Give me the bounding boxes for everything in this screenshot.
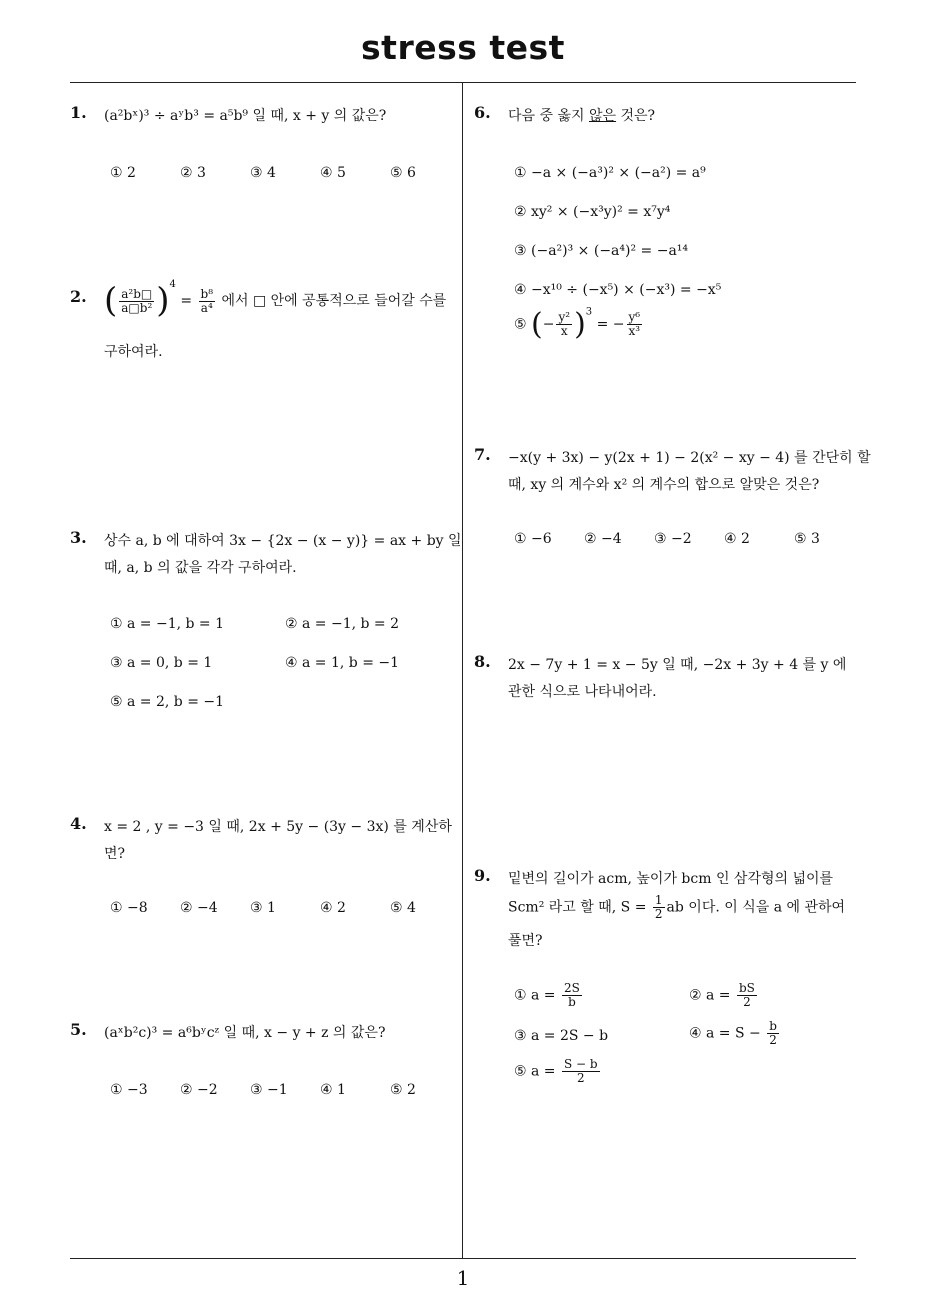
question-number: 4. — [70, 814, 87, 833]
question-2: 2. ( $\frac{\text{a²b□}}{\text{a□b²}}$ )$^4$ = $\frac{\text{b⁸}}{\text{a⁴}}$ 에서 □ 안에 공통적으로 들어갈 수를 구하여라. — [70, 287, 460, 367]
option-1[interactable]: ① −3 — [110, 1082, 148, 1098]
option-5[interactable]: ⑤ 2 — [390, 1082, 416, 1098]
option-label: ⑤ a = — [514, 1063, 556, 1080]
question-text: ab 이다. 이 식을 a 에 관하여 — [666, 899, 846, 916]
exponent: 4 — [169, 279, 176, 290]
question-text: 밑변의 길이가 acm, 높이가 bcm 인 삼각형의 넓이를 — [508, 871, 834, 887]
option-5[interactable]: ⑤ (− $\frac{\text{y²}}{x}$ )$^3$ = − $\frac{\text{y⁶}}{\text{x³}}$ — [514, 306, 641, 342]
option-2[interactable]: ② −4 — [180, 900, 218, 916]
question-text: Scm² 라고 할 때, S = — [508, 899, 647, 916]
question-text: 관한 식으로 나타내어라. — [508, 684, 657, 700]
question-number: 8. — [474, 652, 491, 671]
question-text: 다음 중 옳지 — [508, 108, 589, 124]
equals-sign: = — [180, 293, 193, 309]
question-text: 2x − 7y + 1 = x − 5y 일 때, −2x + 3y + 4 를 y 에 — [508, 657, 847, 673]
column-divider — [462, 83, 463, 1259]
option-3[interactable]: ③ a = 2S − b — [514, 1028, 609, 1044]
question-number: 5. — [70, 1020, 87, 1039]
option-5[interactable]: ⑤ 3 — [794, 531, 820, 547]
question-text: 면? — [104, 846, 126, 862]
option-3[interactable]: ③ a = 0, b = 1 — [110, 655, 213, 671]
option-5[interactable] — [514, 1058, 602, 1085]
option-3[interactable]: ③ −2 — [654, 531, 692, 547]
option-4[interactable]: ④ 1 — [320, 1082, 346, 1098]
question-number: 1. — [70, 103, 87, 122]
fraction-denominator: 2 — [576, 1071, 585, 1085]
question-9 — [474, 866, 858, 1096]
option-2[interactable]: ② xy² × (−x³y)² = x⁷y⁴ — [514, 204, 671, 220]
fraction-denominator: 2 — [769, 1033, 777, 1047]
question-text: 에서 □ 안에 공통적으로 들어갈 수를 — [221, 293, 447, 309]
fraction-denominator: a⁴ — [200, 300, 213, 315]
fraction-denominator: x — [560, 324, 568, 338]
top-rule — [70, 82, 856, 83]
question-number: 2. — [70, 287, 87, 306]
option-5[interactable]: ⑤ 4 — [390, 900, 416, 916]
question-text: 풀면? — [508, 933, 543, 949]
question-7 — [474, 445, 871, 555]
option-3[interactable]: ③ (−a²)³ × (−a⁴)² = −a¹⁴ — [514, 243, 689, 259]
question-text: 상수 a, b 에 대하여 3x − {2x − (x − y)} = ax + by 일 — [104, 533, 462, 549]
option-5[interactable]: ⑤ 6 — [390, 165, 416, 181]
fraction-numerator: 2S — [563, 981, 580, 995]
option-1[interactable] — [514, 982, 584, 1009]
question-text: (aˣb²c)³ = a⁶bʸcᶻ — [104, 1025, 220, 1041]
question-6 — [474, 103, 858, 363]
question-text: −x(y + 3x) − y(2x + 1) − 2(x² − xy − 4) 를 간단히 할 — [508, 450, 871, 466]
option-4[interactable]: ④ 2 — [320, 900, 346, 916]
page-title: stress test — [361, 28, 565, 67]
fraction-denominator: x³ — [628, 324, 641, 338]
option-4[interactable]: ④ −x¹⁰ ÷ (−x⁵) × (−x³) = −x⁵ — [514, 282, 722, 298]
question-text: 일 때, x + y 의 값은? — [248, 108, 387, 124]
option-4[interactable] — [689, 1020, 781, 1047]
fraction-numerator: y⁶ — [628, 310, 641, 324]
fraction-numerator: b⁸ — [200, 286, 214, 301]
option-4[interactable]: ④ a = 1, b = −1 — [285, 655, 400, 671]
option-2[interactable] — [689, 982, 759, 1009]
option-2[interactable]: ② 3 — [180, 165, 206, 181]
question-text: 때, a, b 의 값을 각각 구하여라. — [104, 560, 297, 576]
question-number: 7. — [474, 445, 491, 464]
equals-sign: = − — [596, 316, 625, 333]
option-3[interactable]: ③ 4 — [250, 165, 276, 181]
question-text: 구하여라. — [104, 344, 163, 360]
option-1[interactable]: ① −6 — [514, 531, 552, 547]
bottom-rule — [70, 1258, 856, 1259]
fraction-numerator: S − b — [563, 1057, 598, 1071]
option-4[interactable]: ④ 2 — [724, 531, 750, 547]
option-2[interactable]: ② a = −1, b = 2 — [285, 616, 400, 632]
question-text: x = 2 , y = −3 일 때, 2x + 5y − (3y − 3x) 를 계산하 — [104, 819, 452, 835]
fraction-numerator: bS — [738, 981, 755, 995]
option-3[interactable]: ③ −1 — [250, 1082, 288, 1098]
option-1[interactable]: ① a = −1, b = 1 — [110, 616, 225, 632]
question-number: 3. — [70, 528, 87, 547]
option-1[interactable]: ① −a × (−a³)² × (−a²) = a⁹ — [514, 165, 706, 181]
option-label: ① a = — [514, 987, 556, 1004]
question-number: 6. — [474, 103, 491, 122]
option-1[interactable]: ① 2 — [110, 165, 136, 181]
fraction-numerator: b — [769, 1019, 777, 1033]
fraction-denominator: b — [568, 995, 576, 1009]
exponent: 3 — [585, 306, 593, 318]
option-label: ④ a = S − — [689, 1025, 761, 1042]
fraction-denominator: 2 — [743, 995, 751, 1009]
fraction-denominator: a□b² — [121, 300, 153, 315]
question-1 — [70, 103, 460, 203]
fraction-numerator: y² — [558, 310, 571, 324]
option-label: ⑤ — [514, 316, 527, 333]
option-4[interactable]: ④ 5 — [320, 165, 346, 181]
option-3[interactable]: ③ 1 — [250, 900, 276, 916]
question-5 — [70, 1020, 460, 1110]
fraction-denominator: 2 — [654, 907, 663, 921]
option-2[interactable]: ② −2 — [180, 1082, 218, 1098]
question-text: 때, xy 의 계수와 x² 의 계수의 합으로 알맞은 것은? — [508, 477, 820, 493]
page-number: 1 — [456, 1266, 470, 1290]
question-4 — [70, 814, 460, 924]
question-text: 일 때, x − y + z 의 값은? — [219, 1025, 386, 1041]
option-5[interactable]: ⑤ a = 2, b = −1 — [110, 694, 225, 710]
question-number: 9. — [474, 866, 491, 885]
fraction-numerator: a²b□ — [121, 286, 153, 301]
question-text: (a²bˣ)³ ÷ aʸb³ = a⁵b⁹ — [104, 108, 249, 124]
option-label: ② a = — [689, 987, 731, 1004]
fraction-numerator: 1 — [654, 893, 663, 907]
question-text: 것은? — [616, 108, 656, 124]
question-8 — [474, 652, 858, 712]
option-1[interactable]: ① −8 — [110, 900, 148, 916]
underlined-word: 않은 — [588, 108, 617, 124]
question-3 — [70, 528, 460, 718]
option-2[interactable]: ② −4 — [584, 531, 622, 547]
